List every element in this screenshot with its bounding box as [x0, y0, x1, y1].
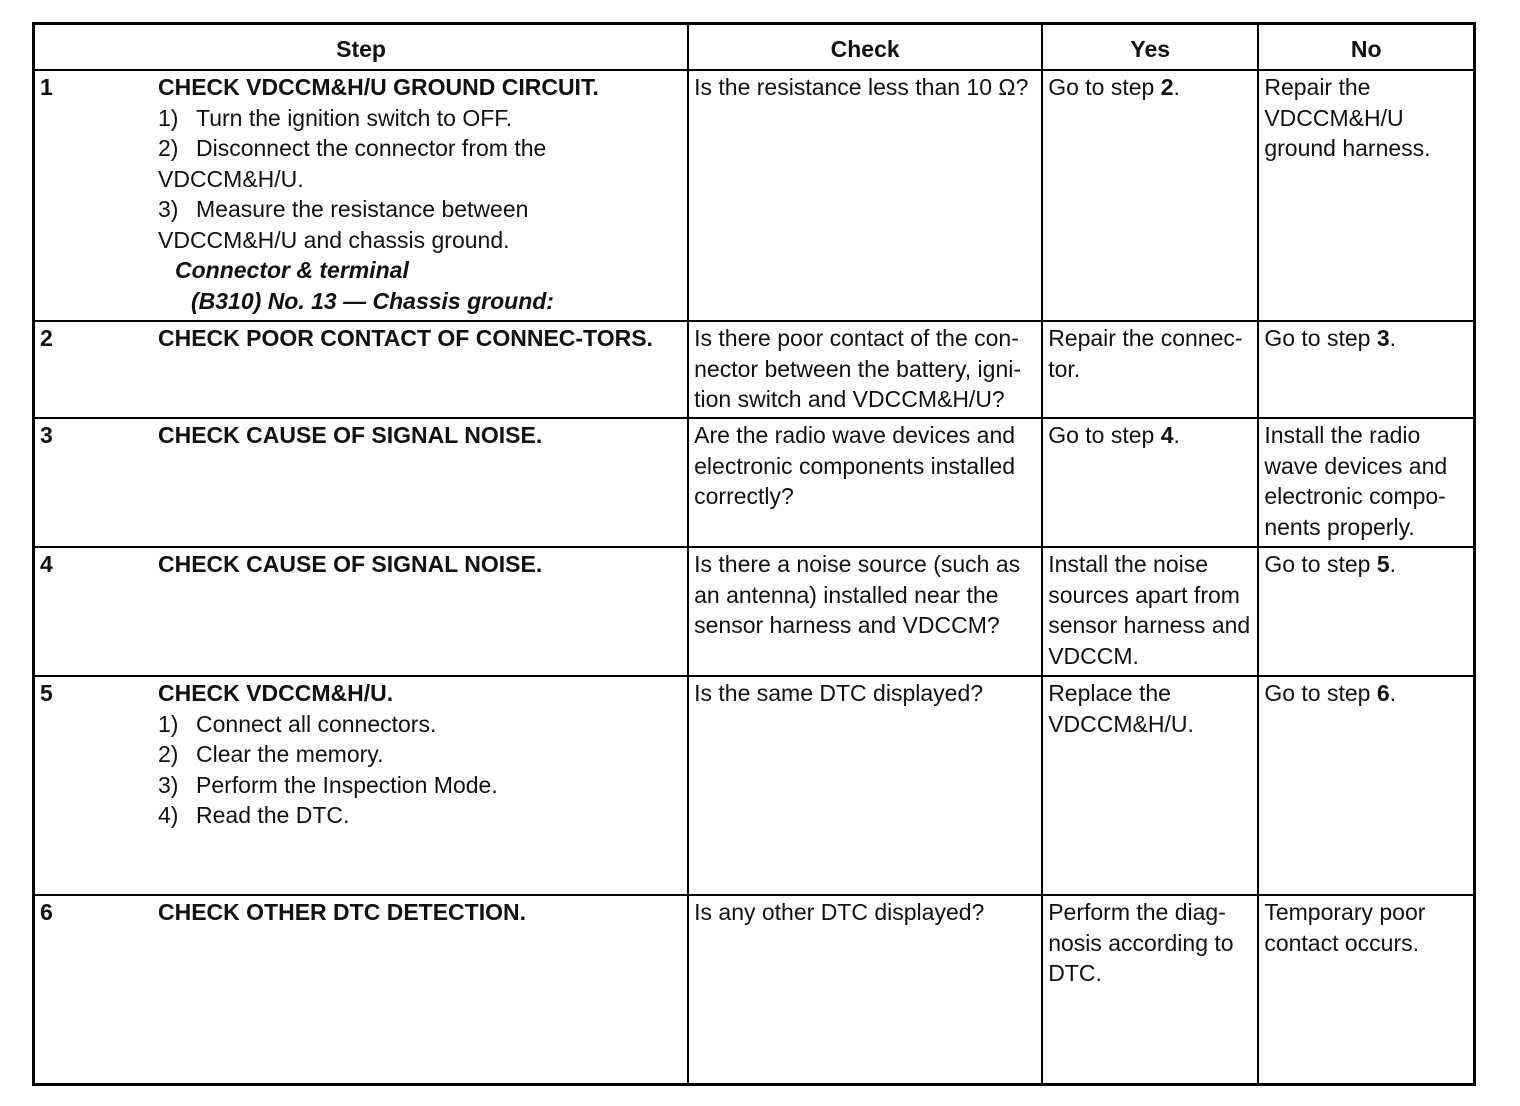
substep-text: Connect all connectors. — [196, 710, 437, 737]
step-title: CHECK OTHER DTC DETECTION. — [158, 899, 526, 925]
table-row — [34, 70, 1475, 321]
no-cell: Install the radio wave devices and electronic compo-nents properly. — [1258, 418, 1474, 547]
substep — [158, 194, 682, 225]
substep-text: Perform the Inspection Mode. — [196, 771, 498, 798]
check-cell: Is there poor contact of the con-nector between the battery, igni-tion switch and VDCCM&H/U? — [688, 321, 1042, 418]
diagnostic-table — [32, 22, 1476, 1086]
substep — [158, 739, 682, 770]
step-title: CHECK POOR CONTACT OF CONNEC-TORS. — [158, 325, 653, 351]
step-number: 5 — [40, 680, 53, 706]
header-no: No — [1258, 24, 1474, 71]
yes-step-ref: 2 — [1160, 74, 1174, 100]
yes-cell: Repair the connec-tor. — [1042, 321, 1258, 418]
substep — [158, 103, 682, 134]
step-number: 1 — [40, 74, 53, 100]
no-period: . — [1389, 551, 1397, 577]
step-number: 3 — [40, 422, 53, 448]
check-cell: Is there a noise source (such as an antenna) installed near the sensor harness and VDCCM? — [688, 547, 1042, 676]
yes-cell: Install the noise sources apart from sensor harness and VDCCM. — [1042, 547, 1258, 676]
substep-number: 4) — [158, 802, 179, 828]
step-cell — [34, 418, 689, 547]
no-cell: Repair the VDCCM&H/U ground harness. — [1258, 70, 1474, 321]
connector-label: Connector & terminal — [175, 257, 409, 283]
substep-text: Clear the memory. — [196, 741, 384, 767]
substep — [158, 709, 682, 740]
step-number: 2 — [40, 325, 53, 351]
step-cell — [34, 895, 689, 1085]
no-step-ref: 6 — [1376, 680, 1390, 706]
substep-number: 1) — [158, 710, 179, 737]
table-row — [34, 418, 1475, 547]
substep — [158, 133, 682, 164]
step-cell — [34, 676, 689, 895]
substep-number: 3) — [158, 771, 179, 798]
step-cell — [34, 547, 689, 676]
no-cell: Temporary poor contact occurs. — [1258, 895, 1474, 1085]
step-number: 6 — [40, 899, 53, 925]
check-cell: Is the same DTC displayed? — [688, 676, 1042, 895]
header-row — [34, 24, 1475, 71]
no-cell — [1258, 547, 1474, 676]
table-row — [34, 321, 1475, 418]
step-title: CHECK CAUSE OF SIGNAL NOISE. — [158, 422, 543, 448]
no-cell — [1258, 321, 1474, 418]
header-step: Step — [34, 24, 689, 71]
substep-number: 1) — [158, 104, 179, 131]
substep — [158, 770, 682, 801]
no-period: . — [1389, 680, 1397, 706]
substep-number: 2) — [158, 741, 179, 767]
step-number: 4 — [40, 551, 53, 577]
no-step-ref: 5 — [1376, 551, 1390, 577]
yes-cell — [1042, 70, 1258, 321]
substep-continuation: VDCCM&H/U. — [158, 165, 304, 192]
header-yes: Yes — [1042, 24, 1258, 71]
yes-text: Go to step — [1048, 422, 1161, 448]
step-cell — [34, 321, 689, 418]
no-period: . — [1389, 325, 1397, 351]
yes-cell: Perform the diag-nosis according to DTC. — [1042, 895, 1258, 1085]
step-title: CHECK VDCCM&H/U. — [158, 680, 394, 706]
no-step-ref: 3 — [1376, 325, 1390, 351]
no-cell — [1258, 676, 1474, 895]
header-check: Check — [688, 24, 1042, 71]
table-row — [34, 895, 1475, 1085]
substep-text: Read the DTC. — [196, 802, 350, 828]
substep-text: Measure the resistance between — [196, 196, 529, 222]
substep — [158, 800, 682, 831]
table-row — [34, 676, 1475, 895]
no-text: Go to step — [1264, 551, 1377, 577]
yes-step-ref: 4 — [1160, 422, 1174, 448]
substep-continuation: VDCCM&H/U and chassis ground. — [158, 226, 510, 253]
step-title: CHECK VDCCM&H/U GROUND CIRCUIT. — [158, 74, 599, 100]
substep-text: Disconnect the connector from the — [196, 135, 547, 161]
yes-cell: Replace the VDCCM&H/U. — [1042, 676, 1258, 895]
check-cell: Is the resistance less than 10 Ω? — [688, 70, 1042, 321]
substep-number: 2) — [158, 135, 179, 161]
yes-text: Go to step — [1048, 74, 1161, 100]
yes-period: . — [1173, 74, 1180, 100]
step-title: CHECK CAUSE OF SIGNAL NOISE. — [158, 551, 543, 577]
step-cell — [34, 70, 689, 321]
table-row — [34, 547, 1475, 676]
substep-text: Turn the ignition switch to OFF. — [196, 104, 513, 131]
check-cell: Is any other DTC displayed? — [688, 895, 1042, 1085]
no-text: Go to step — [1264, 680, 1377, 706]
check-cell: Are the radio wave devices and electronic components installed correctly? — [688, 418, 1042, 547]
connector-value: (B310) No. 13 — Chassis ground: — [191, 287, 554, 314]
substep-number: 3) — [158, 196, 179, 222]
no-text: Go to step — [1264, 325, 1377, 351]
yes-period: . — [1173, 422, 1180, 448]
yes-cell — [1042, 418, 1258, 547]
